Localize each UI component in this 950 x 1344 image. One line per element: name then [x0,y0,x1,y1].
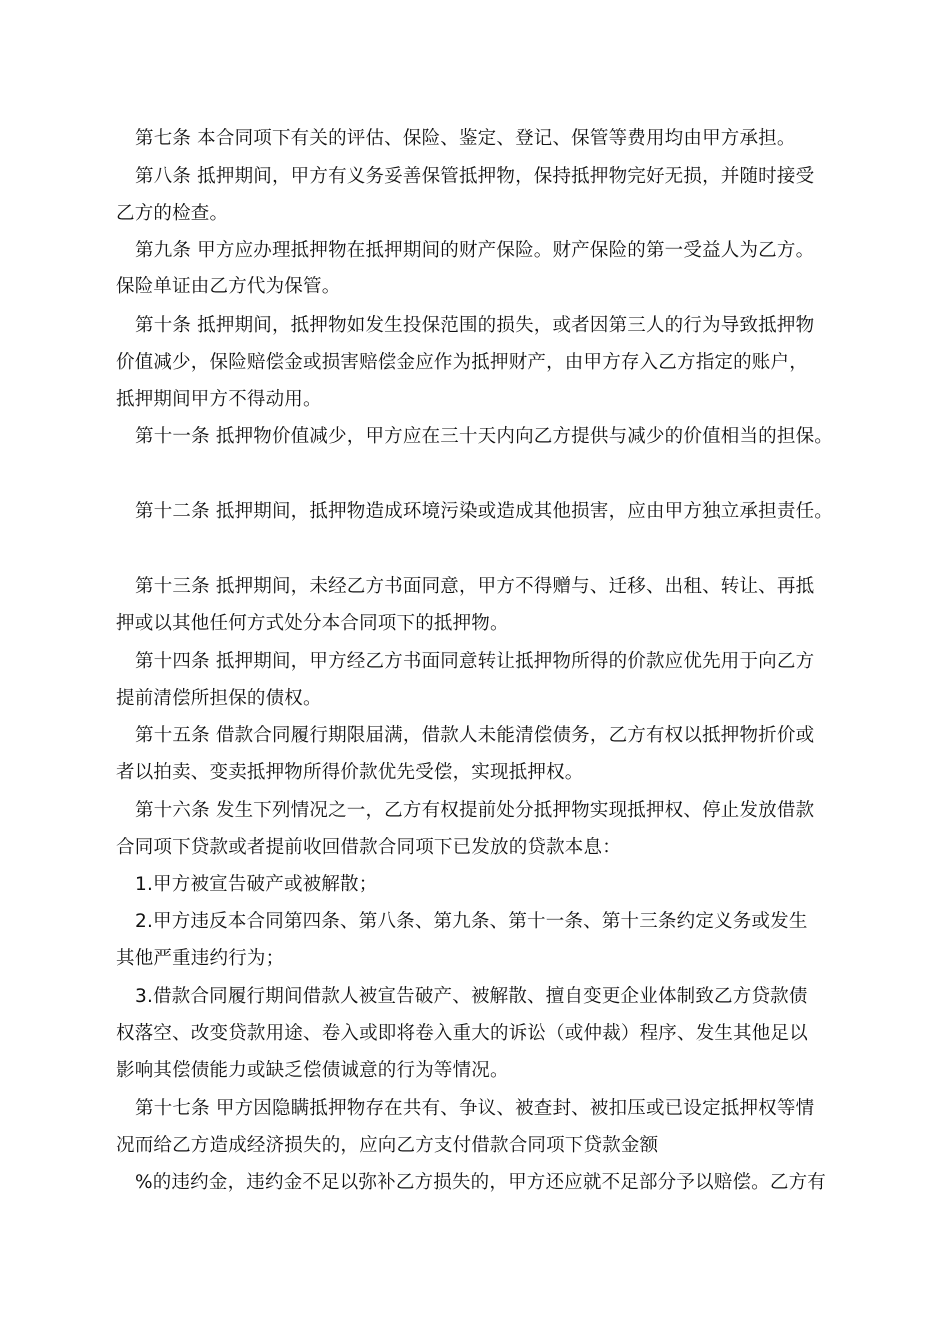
clause-13-line-1: 第十三条 抵押期间，未经乙方书面同意，甲方不得赠与、迁移、出租、转让、再抵 [135,576,815,597]
clause-16-line-2: 合同项下贷款或者提前收回借款合同项下已发放的贷款本息： [116,837,621,858]
clause-13-line-2: 押或以其他任何方式处分本合同项下的抵押物。 [116,613,509,634]
clause-14-line-2: 提前清偿所担保的债权。 [116,688,322,709]
clause-11-line-1: 第十一条 抵押物价值减少，甲方应在三十天内向乙方提供与减少的价值相当的担保。 [135,426,833,447]
list-item-3-line-3: 影响其偿债能力或缺乏偿债诚意的行为等情况。 [116,1060,509,1081]
clause-12-line-1: 第十二条 抵押期间，抵押物造成环境污染或造成其他损害，应由甲方独立承担责任。 [135,501,833,522]
clause-8-line-1: 第八条 抵押期间，甲方有义务妥善保管抵押物，保持抵押物完好无损，并随时接受 [135,166,815,187]
clause-10-line-3: 抵押期间甲方不得动用。 [116,389,322,410]
clause-10-line-2: 价值减少，保险赔偿金或损害赔偿金应作为抵押财产，由甲方存入乙方指定的账户， [116,352,808,373]
clause-15-line-2: 者以拍卖、变卖抵押物所得价款优先受偿，实现抵押权。 [116,762,584,783]
list-item-1: 1.甲方被宣告破产或被解散； [135,874,378,895]
clause-17-line-3: %的违约金，违约金不足以弥补乙方损失的，甲方还应就不足部分予以赔偿。乙方有 [135,1172,826,1193]
clause-16-line-1: 第十六条 发生下列情况之一，乙方有权提前处分抵押物实现抵押权、停止发放借款 [135,800,815,821]
clause-15-line-1: 第十五条 借款合同履行期限届满，借款人未能清偿债务，乙方有权以抵押物折价或 [135,725,815,746]
clause-17-line-1: 第十七条 甲方因隐瞒抵押物存在共有、争议、被查封、被扣压或已设定抵押权等情 [135,1098,815,1119]
clause-10-line-1: 第十条 抵押期间，抵押物如发生投保范围的损失，或者因第三人的行为导致抵押物 [135,315,815,336]
list-item-3-line-2: 权落空、改变贷款用途、卷入或即将卷入重大的诉讼（或仲裁）程序、发生其他足以 [116,1023,808,1044]
clause-9-line-1: 第九条 甲方应办理抵押物在抵押期间的财产保险。财产保险的第一受益人为乙方。 [135,240,815,261]
list-item-3-line-1: 3.借款合同履行期间借款人被宣告破产、被解散、擅自变更企业体制致乙方贷款债 [135,986,808,1007]
clause-9-line-2: 保险单证由乙方代为保管。 [116,276,341,297]
clause-14-line-1: 第十四条 抵押期间，甲方经乙方书面同意转让抵押物所得的价款应优先用于向乙方 [135,651,815,672]
clause-8-line-2: 乙方的检查。 [116,203,229,224]
list-item-2-line-1: 2.甲方违反本合同第四条、第八条、第九条、第十一条、第十三条约定义务或发生 [135,911,808,932]
list-item-2-line-2: 其他严重违约行为； [116,948,285,969]
clause-17-line-2: 况而给乙方造成经济损失的，应向乙方支付借款合同项下贷款金额 [116,1135,659,1156]
clause-7-line-1: 第七条 本合同项下有关的评估、保险、鉴定、登记、保管等费用均由甲方承担。 [135,128,796,149]
